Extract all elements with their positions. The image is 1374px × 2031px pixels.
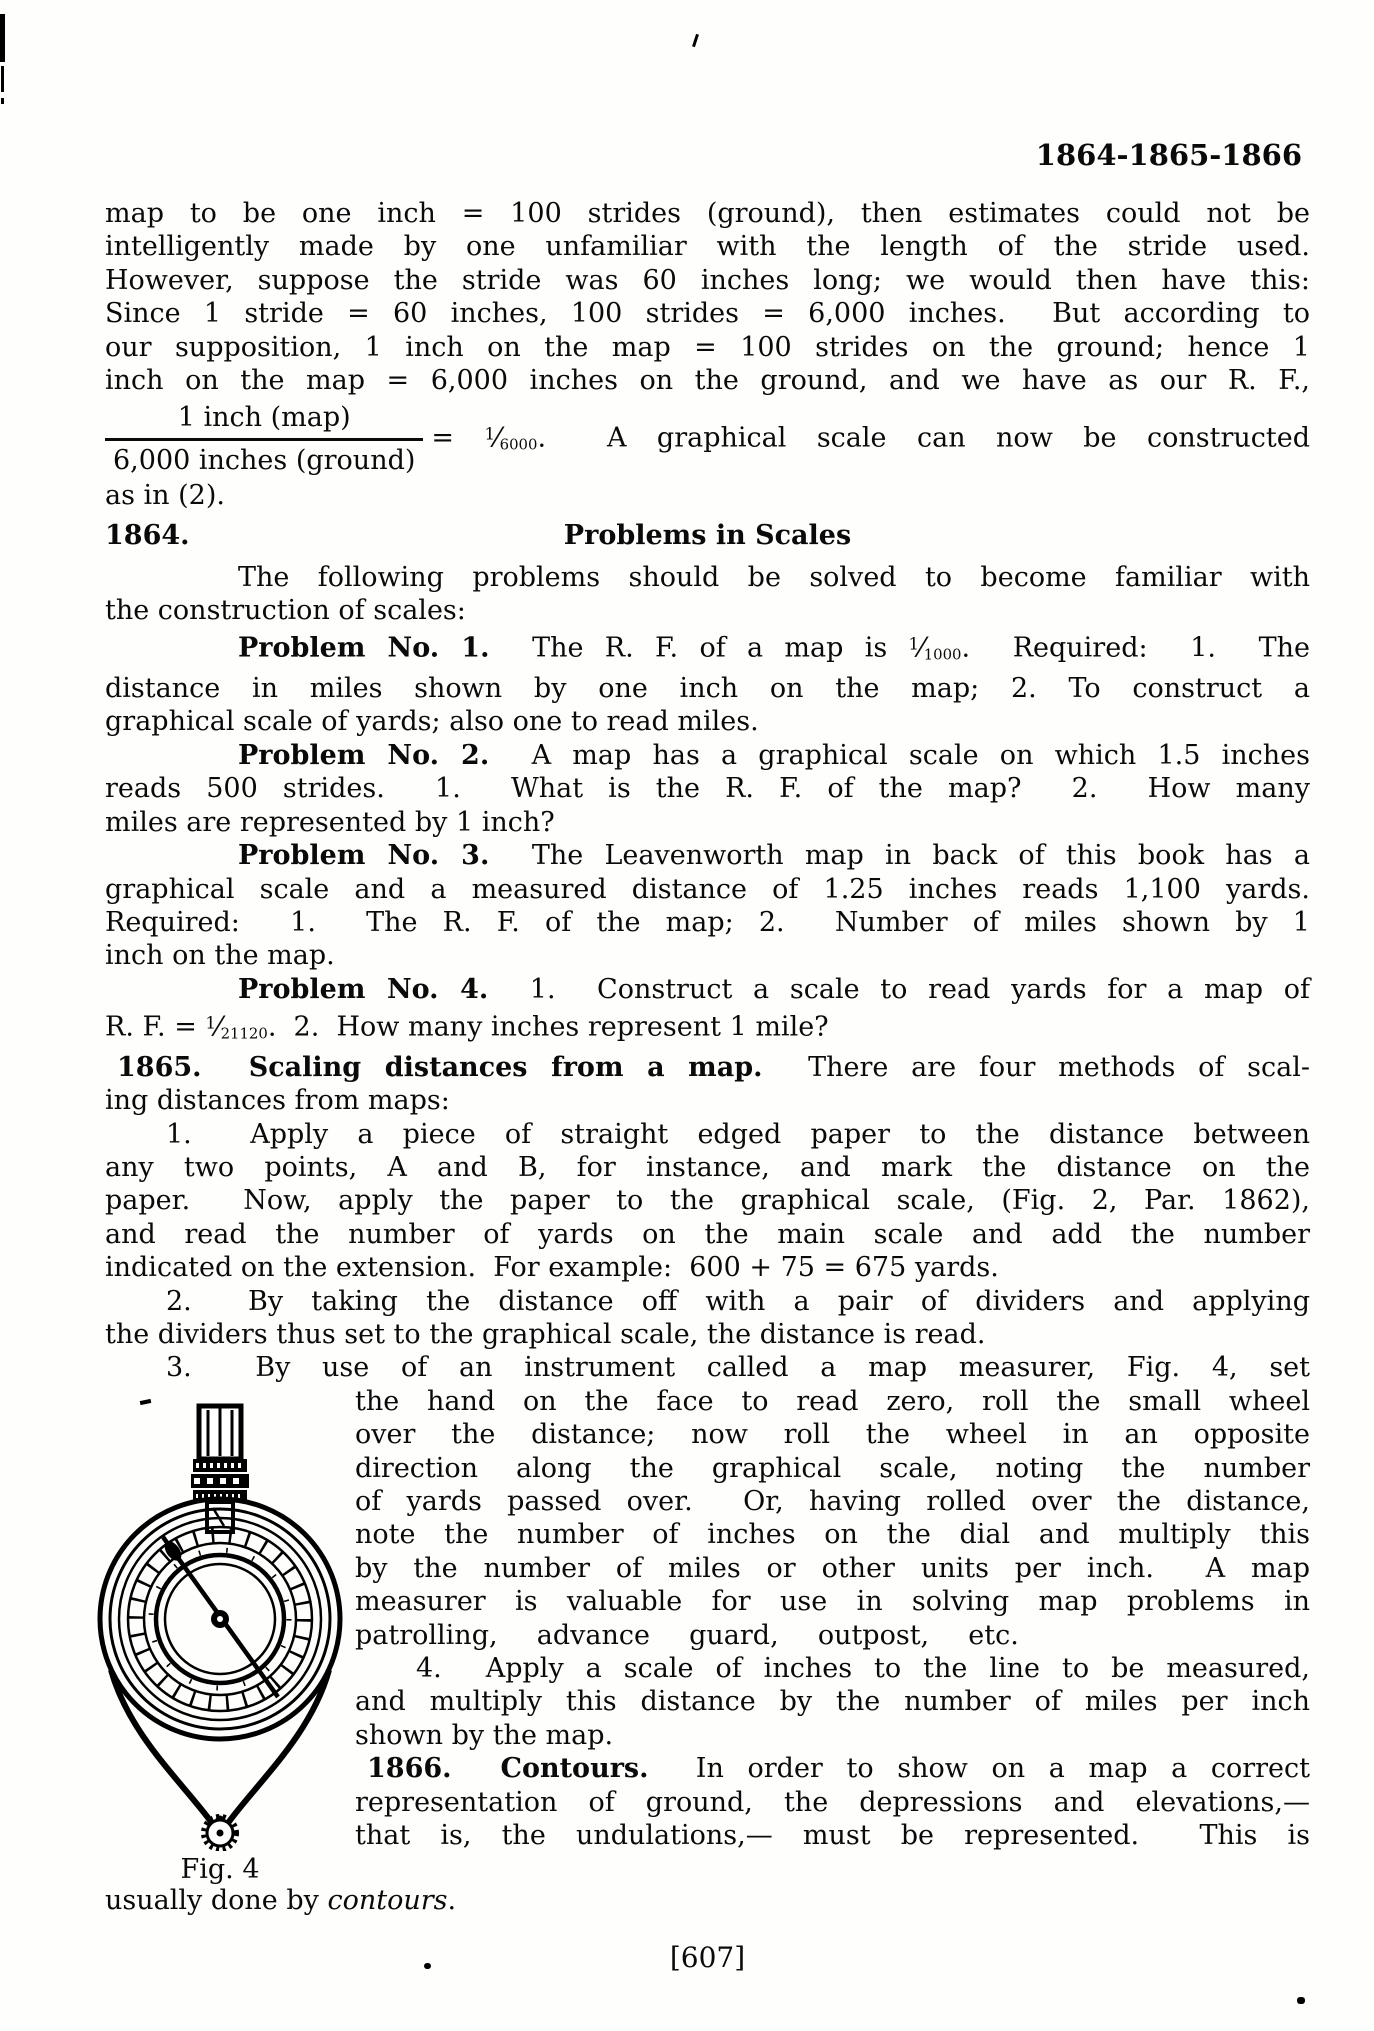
paragraph-method-3 bbox=[105, 1351, 1310, 1384]
section-heading-1864 bbox=[105, 519, 1310, 553]
text-line: by the number of miles or other units per inch. A map bbox=[355, 1552, 1310, 1584]
text-line: the dividers thus set to the graphical scale, the distance is read. bbox=[105, 1319, 986, 1350]
paragraph-method-2 bbox=[105, 1285, 1310, 1352]
text-line: and read the number of yards on the main scale and add the number bbox=[105, 1218, 1310, 1250]
text-line: shown by the map. bbox=[355, 1719, 614, 1751]
fraction bbox=[105, 401, 423, 477]
text-line: of yards passed over. Or, having rolled over the distance, bbox=[355, 1486, 1310, 1518]
text-line: 3. By use of an instrument called a map measurer, Fig. 4, set bbox=[166, 1352, 1310, 1384]
text-line: graphical scale of yards; also one to read miles. bbox=[105, 706, 759, 738]
text-line: note the number of inches on the dial and multiply this bbox=[355, 1519, 1310, 1551]
page-folio: 1864-1865-1866 bbox=[1035, 138, 1302, 172]
text-line: Problem No. 2. A map has a graphical scale on which 1.5 inches bbox=[238, 739, 1310, 771]
text-line: graphical scale and a measured distance of 1.25 inches reads 1,100 yards. bbox=[105, 873, 1310, 905]
text-line: distance in miles shown by one inch on the map; 2. To construct a bbox=[105, 673, 1310, 705]
scan-artifact bbox=[1, 98, 4, 104]
text-line: 2. By taking the distance off with a pair of dividers and applying bbox=[166, 1285, 1310, 1317]
text-line: Required: 1. The R. F. of the map; 2. Number of miles shown by 1 bbox=[105, 906, 1310, 938]
map-measurer-figure bbox=[95, 1385, 345, 1884]
text-line: The following problems should be solved to become familiar with bbox=[238, 561, 1310, 593]
text-line: our supposition, 1 inch on the map = 100 strides on the ground; hence 1 bbox=[105, 331, 1310, 363]
section-title: Problems in Scales bbox=[563, 519, 852, 551]
text-line: paper. Now, apply the paper to the graphical scale, (Fig. 2, Par. 1862), bbox=[105, 1185, 1310, 1217]
text-line: Since 1 stride = 60 inches, 100 strides = 6,000 inches. But according to bbox=[105, 298, 1310, 330]
rf-fraction-equation bbox=[105, 401, 1310, 477]
page-number: [607] bbox=[669, 1941, 746, 1975]
text-line: map to be one inch = 100 strides (ground), then estimates could not be bbox=[105, 198, 1310, 229]
fraction-numerator: 1 inch (map) bbox=[177, 402, 351, 434]
text-line: usually done by contours. bbox=[105, 1884, 457, 1916]
map-measurer-illustration bbox=[95, 1401, 345, 1851]
text-line: 1. Apply a piece of straight edged paper to the distance between bbox=[166, 1118, 1310, 1150]
text-line: the hand on the face to read zero, roll the small wheel bbox=[355, 1385, 1310, 1417]
text-line: the construction of scales: bbox=[105, 595, 466, 627]
section-number: 1864. bbox=[105, 519, 190, 551]
paragraph-problem-4 bbox=[105, 973, 1310, 1051]
text-line: Problem No. 1. The R. F. of a map is $^1⁄_{1000}$. Required: 1. The bbox=[238, 633, 1310, 664]
paragraph-problem-1 bbox=[105, 627, 1310, 738]
text-line: as in (2). bbox=[105, 480, 225, 512]
text-line: inch on the map = 6,000 inches on the ground, and we have as our R. F., bbox=[105, 365, 1310, 397]
paragraph-problem-2 bbox=[105, 739, 1310, 839]
figure-caption: Fig. 4 bbox=[180, 1853, 260, 1885]
paragraph-method-1 bbox=[105, 1118, 1310, 1285]
text-line: 1865. Scaling distances from a map. There are four methods of scal- bbox=[117, 1051, 1310, 1083]
text-line: Problem No. 4. 1. Construct a scale to read yards for a map of bbox=[238, 973, 1310, 1005]
text-line: measurer is valuable for use in solving map problems in bbox=[355, 1586, 1310, 1618]
text-line: 4. Apply a scale of inches to the line to be measured, bbox=[416, 1653, 1310, 1685]
text-line: 1866. Contours. In order to show on a map a correct bbox=[367, 1753, 1310, 1785]
text-line: inch on the map. bbox=[105, 940, 335, 972]
scan-artifact bbox=[692, 34, 699, 47]
paragraph-continuation bbox=[105, 197, 1310, 397]
text-line: reads 500 strides. 1. What is the R. F. of the map? 2. How many bbox=[105, 773, 1310, 805]
paragraph-problems-intro bbox=[105, 561, 1310, 628]
text-line: However, suppose the stride was 60 inches long; we would then have this: bbox=[105, 264, 1310, 296]
text-column bbox=[105, 197, 1310, 1975]
text-line: any two points, A and B, for instance, and mark the distance on the bbox=[105, 1151, 1310, 1183]
paragraph-problem-3 bbox=[105, 839, 1310, 973]
text-line: R. F. = $^1⁄_{21120}$. 2. How many inches represent 1 mile? bbox=[105, 1011, 829, 1043]
text-line: that is, the undulations,— must be represented. This is bbox=[355, 1820, 1310, 1852]
text-line: direction along the graphical scale, noting the number bbox=[355, 1452, 1310, 1484]
text-line: miles are represented by 1 inch? bbox=[105, 806, 555, 838]
text-line: ing distances from maps: bbox=[105, 1085, 450, 1117]
text-line: and multiply this distance by the number of miles per inch bbox=[355, 1686, 1310, 1718]
fraction-rhs: = $^1⁄_{6000}$. A graphical scale can now be constructed bbox=[431, 422, 1310, 454]
text-line: over the distance; now roll the wheel in an opposite bbox=[355, 1419, 1310, 1451]
scan-artifact bbox=[1297, 1997, 1305, 2004]
paragraph-1865-heading bbox=[105, 1051, 1310, 1118]
text-line: intelligently made by one unfamiliar with the length of the stride used. bbox=[105, 231, 1310, 263]
text-line: patrolling, advance guard, outpost, etc. bbox=[355, 1619, 1019, 1651]
text-line: indicated on the extension. For example: 600 + 75 = 675 yards. bbox=[105, 1252, 999, 1284]
fraction-denominator: 6,000 inches (ground) bbox=[105, 438, 423, 477]
scan-artifact bbox=[0, 14, 5, 62]
text-line: representation of ground, the depressions and elevations,— bbox=[355, 1786, 1310, 1818]
text-line: Problem No. 3. The Leavenworth map in back of this book has a bbox=[238, 840, 1310, 872]
scan-artifact bbox=[1, 66, 4, 92]
